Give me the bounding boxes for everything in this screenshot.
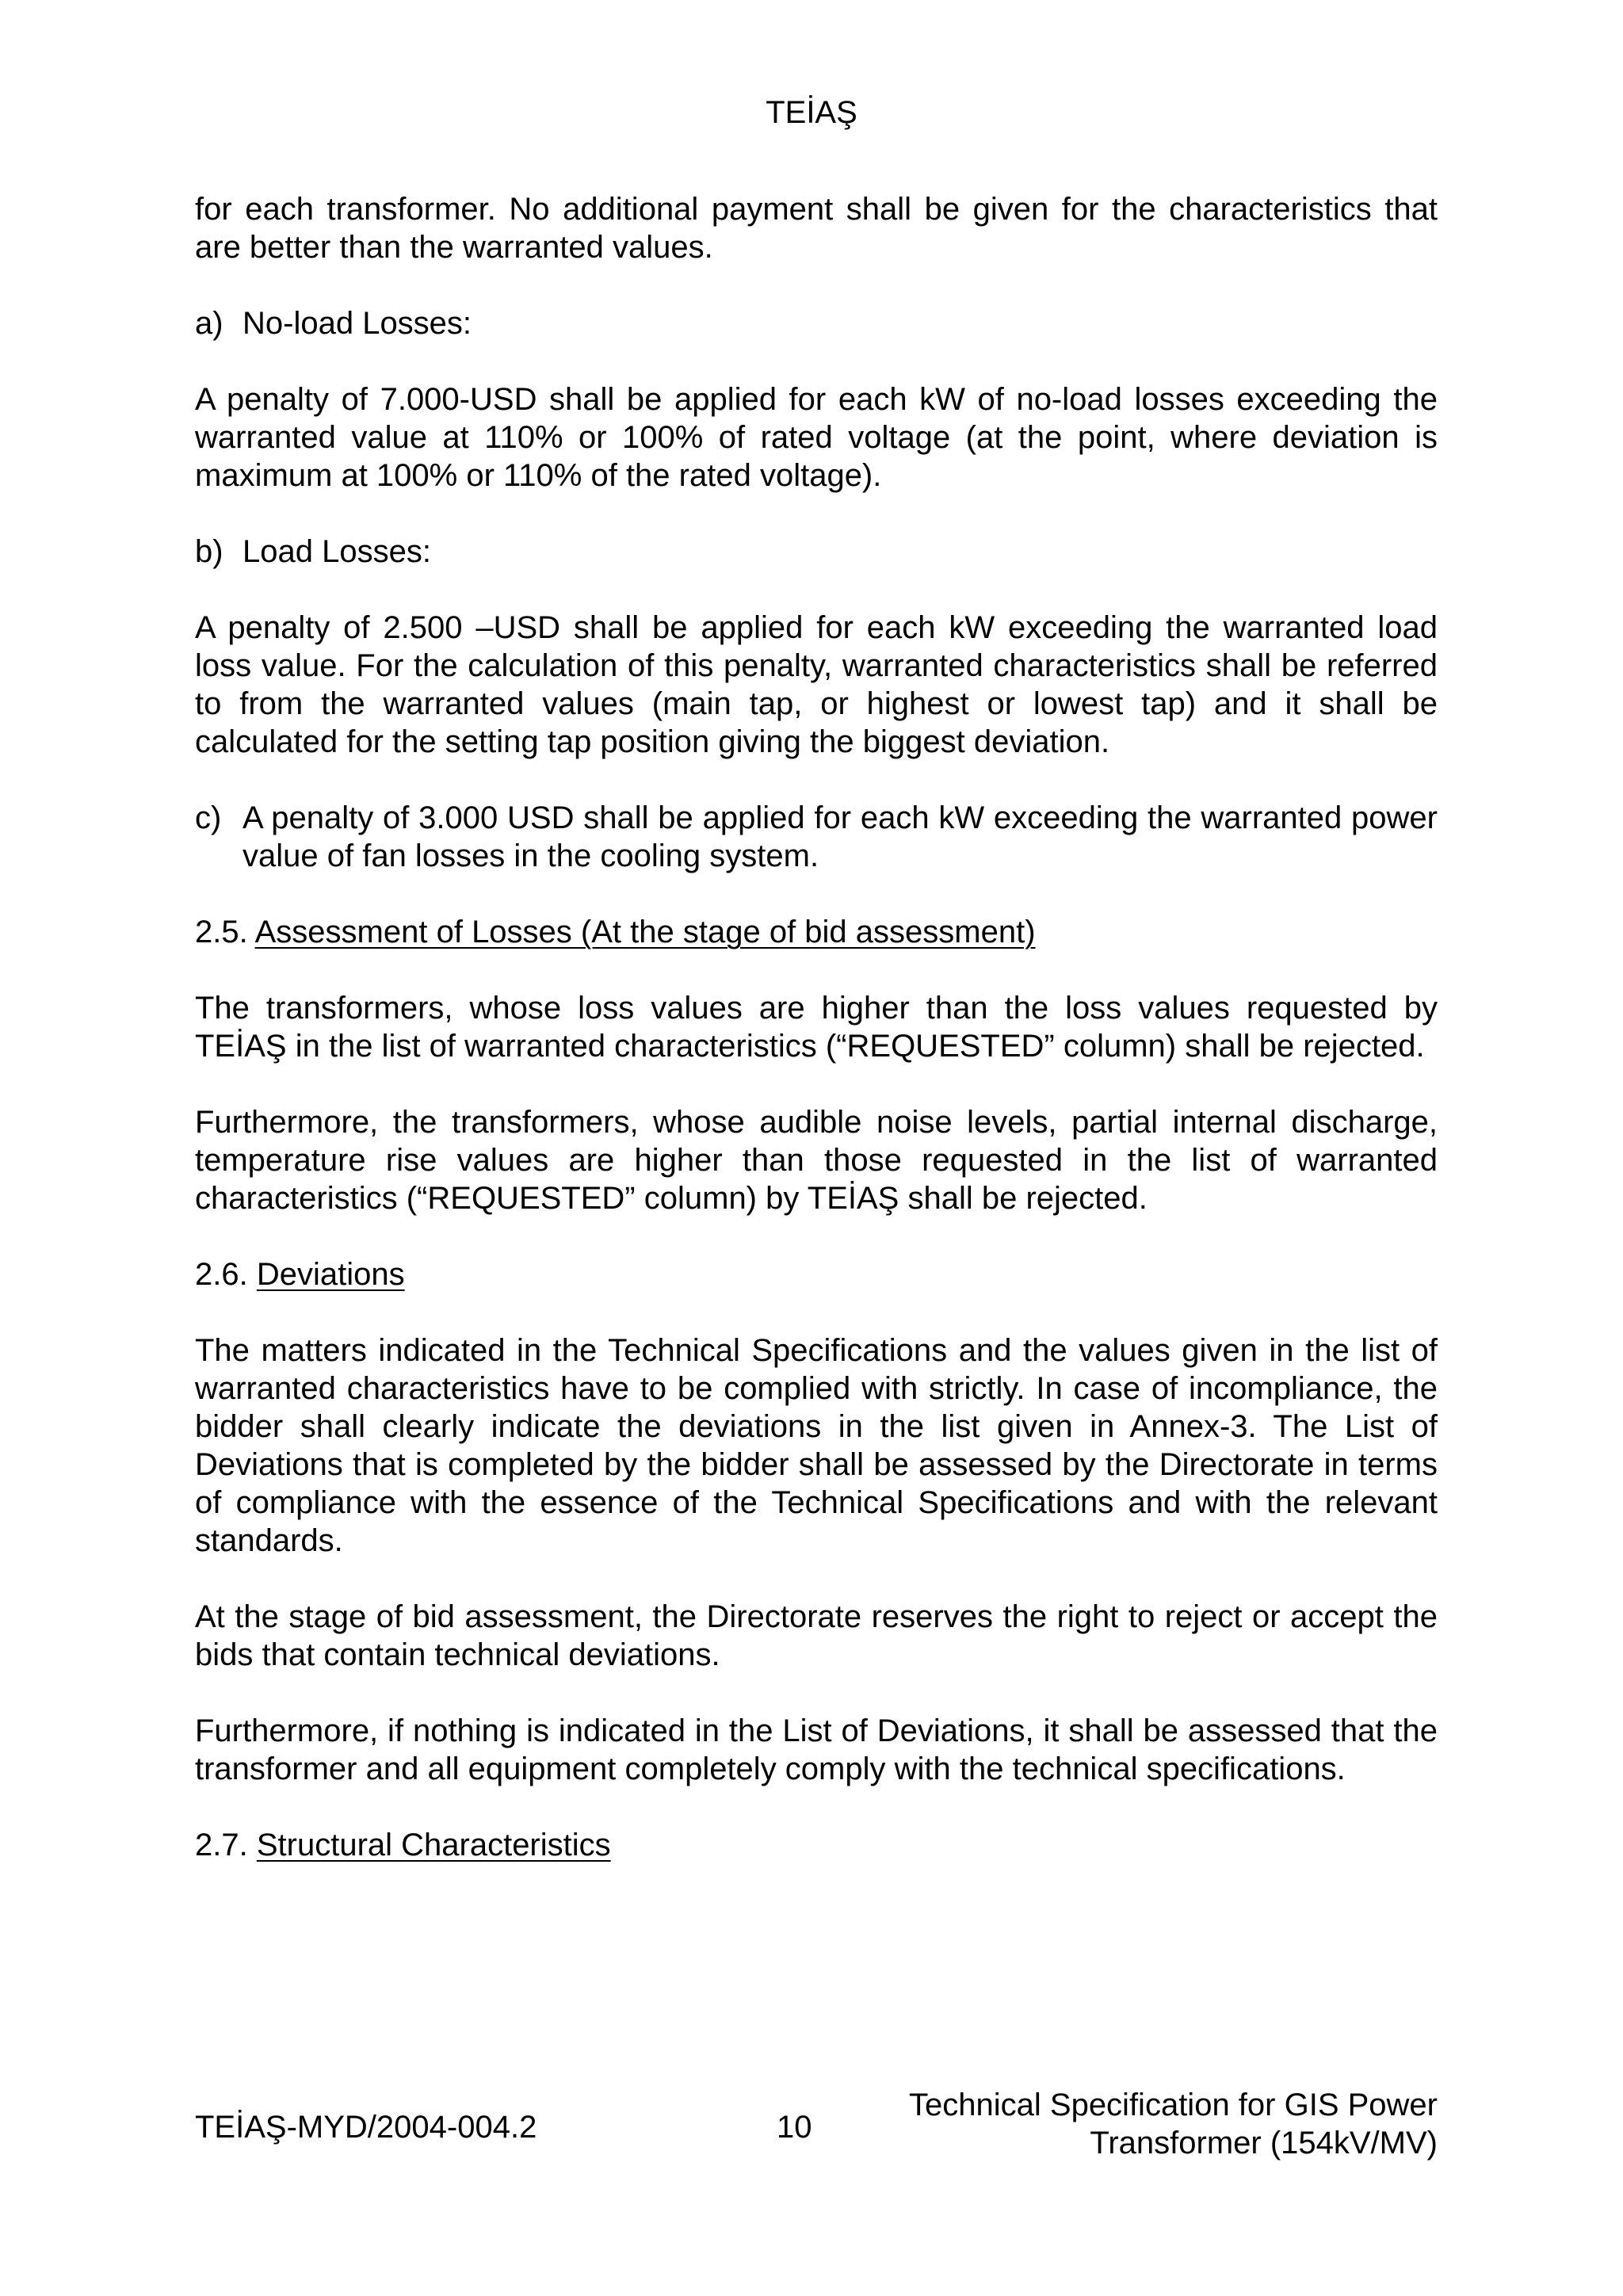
section-heading-2-5 <box>195 913 1438 951</box>
list-text: No-load Losses: <box>242 306 472 341</box>
paragraph-deviations: The matters indicated in the Technical Specifications and the values given in the list of warranted characteristics have to be complied with strictly. In case of incompliance, the bidder shall clearly indicate the deviations in the list given in Annex-3. The List of Deviations that is completed by the bidder shall be assessed by the Directorate in terms of compliance with the essence of the Technical Specifications and with the relevant standards. <box>195 1333 1438 1558</box>
footer-title-line-1: Technical Specification for GIS Power <box>909 2088 1438 2122</box>
list-label: a) <box>195 306 223 341</box>
list-text: A penalty of 3.000 USD shall be applied for each kW exceeding the warranted power value of fan losses in the cooling system. <box>242 800 1438 873</box>
paragraph-bid-assessment: At the stage of bid assessment, the Directorate reserves the right to reject or accept the bids that contain technical deviations. <box>195 1599 1438 1672</box>
list-item-a <box>195 304 1438 342</box>
list-label: c) <box>195 800 222 835</box>
list-item-c <box>195 799 1438 875</box>
section-number: 2.6. <box>195 1257 248 1292</box>
section-number: 2.5. <box>195 915 248 949</box>
list-text: Load Losses: <box>242 534 431 569</box>
paragraph-no-load-penalty: A penalty of 7.000-USD shall be applied for each kW of no-load losses exceeding the warranted value at 110% or 100% of rated voltage (at the point, where deviation is maximum at 100% or 110% of the rated voltage). <box>195 382 1438 493</box>
footer-title-line-2: Transformer (154kV/MV) <box>1090 2126 1438 2160</box>
section-title: Deviations <box>256 1257 405 1292</box>
section-title: Structural Characteristics <box>256 1828 611 1862</box>
paragraph-load-penalty: A penalty of 2.500 –USD shall be applied for each kW exceeding the warranted load loss value. For the calculation of this penalty, warranted characteristics shall be referred to from the warranted values (main tap, or highest or lowest tap) and it shall be calculated for the setting tap position giving the biggest deviation. <box>195 610 1438 759</box>
footer-doc-id: TEİAŞ-MYD/2004-004.2 <box>195 2110 537 2145</box>
section-number: 2.7. <box>195 1828 248 1862</box>
page-header: TEİAŞ <box>766 95 857 130</box>
list-label: b) <box>195 534 223 569</box>
list-item-b <box>195 533 1438 571</box>
paragraph-noise-rejection: Furthermore, the transformers, whose audible noise levels, partial internal discharge, temperature rise values are higher than those requested in the list of warranted characteristics (“REQUESTED” column) by TEİAŞ shall be rejected. <box>195 1105 1438 1216</box>
section-heading-2-6 <box>195 1255 1438 1293</box>
paragraph-list-of-deviations: Furthermore, if nothing is indicated in the List of Deviations, it shall be assessed that the transformer and all equipment completely comply with the technical specifications. <box>195 1713 1438 1786</box>
page-content <box>195 190 1438 1864</box>
paragraph-loss-rejection: The transformers, whose loss values are higher than the loss values requested by TEİAŞ in the list of warranted characteristics (“REQUESTED” column) shall be rejected. <box>195 991 1438 1064</box>
section-heading-2-7 <box>195 1826 1438 1864</box>
footer-title <box>909 2086 1438 2162</box>
paragraph-intro: for each transformer. No additional payment shall be given for the characteristics that are better than the warranted values. <box>195 192 1438 265</box>
section-title: Assessment of Losses (At the stage of bid assessment) <box>254 915 1036 949</box>
footer-page-number: 10 <box>777 2110 812 2145</box>
